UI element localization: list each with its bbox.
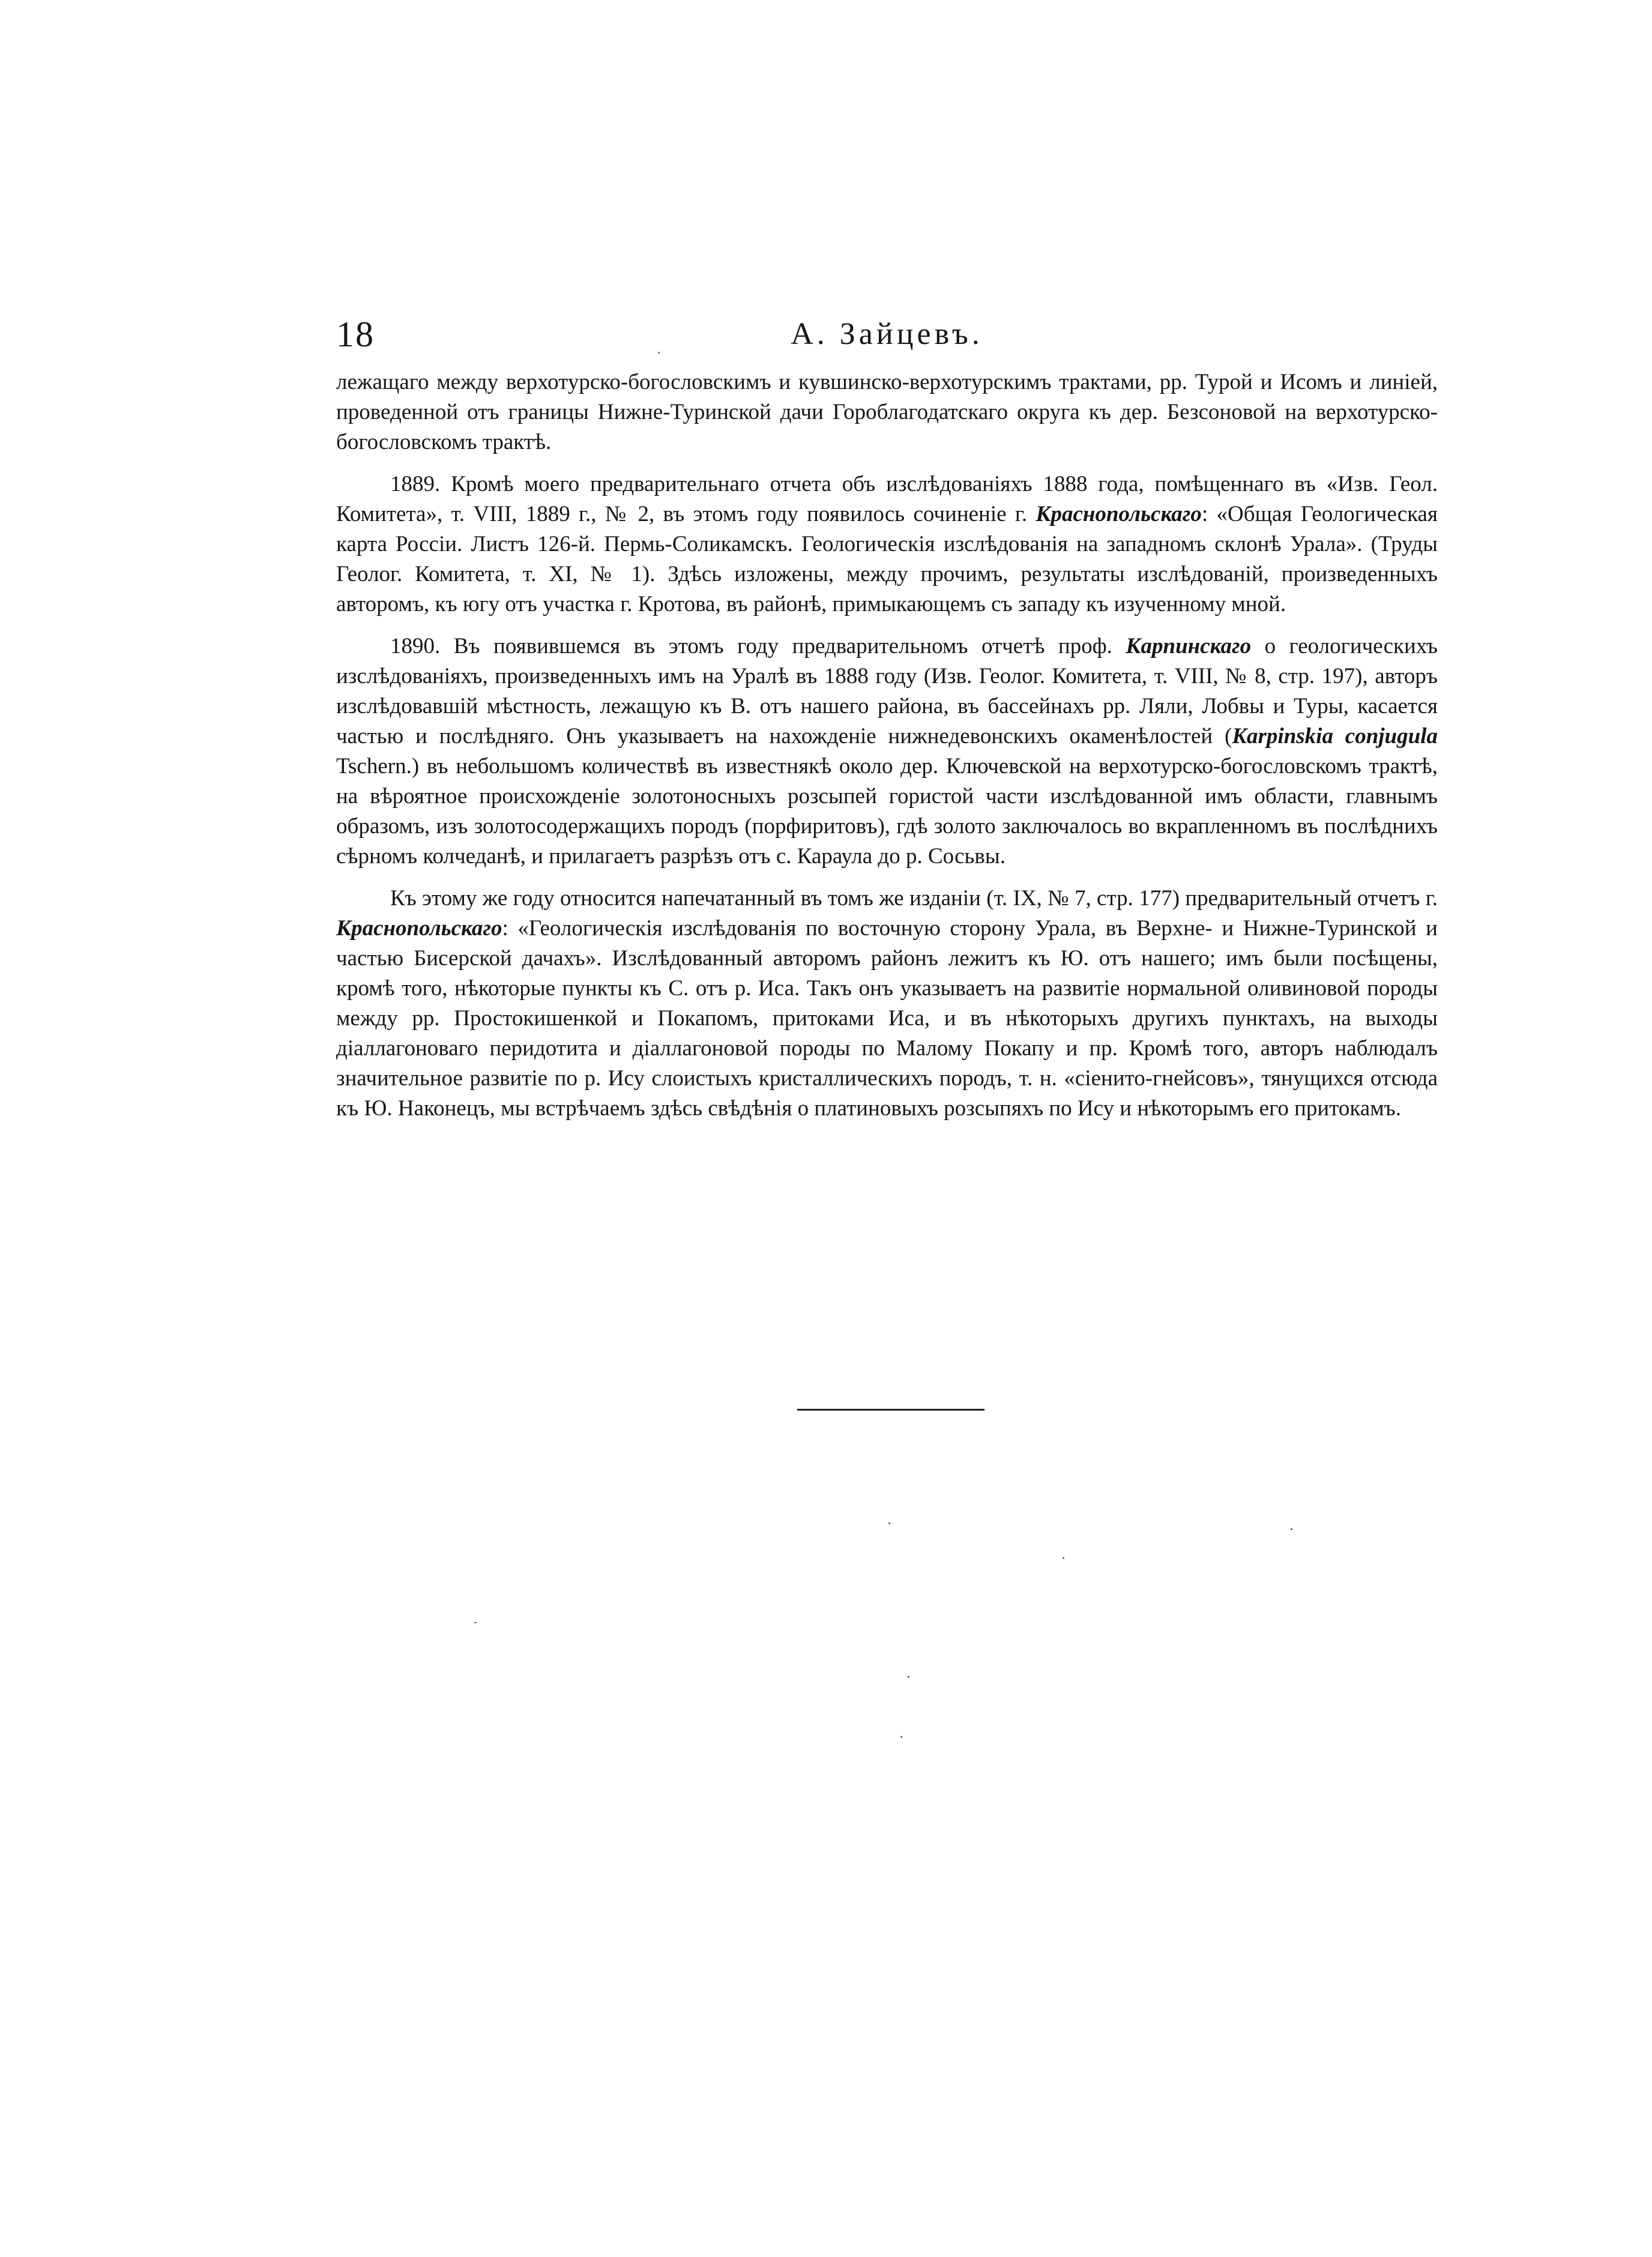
cited-author: Карпинскаго xyxy=(1126,634,1252,658)
scan-speck xyxy=(1291,1528,1292,1530)
scan-speck xyxy=(908,1676,909,1678)
paragraph-text: 1890. Въ появившемся въ этомъ году предварительномъ отчетѣ проф. xyxy=(390,634,1126,658)
cited-author: Краснопольскаго xyxy=(336,916,502,941)
paragraph-text: лежащаго между верхотурско-богословскимъ и кувшинско-верхотурскимъ трактами, рр. Турой и Исомъ и линiей, проведенной отъ границы Нижне-Туринской дачи Гороблагодатскаго округа къ дер. Безсоновой на верхотурско-богословскомъ трактѣ. xyxy=(336,370,1438,454)
paragraph-1890 xyxy=(336,631,1438,872)
running-header xyxy=(336,307,1438,361)
paragraph-text: о геологическихъ изслѣдованiяхъ, произведенныхъ имъ на Уралѣ въ 1888 году (Изв. Геолог. Комитета, т. VIII, № 8, стр. 197), авторъ изслѣдовавшiй мѣстность, лежащую къ В. отъ нашего района, въ бассейнахъ рр. Ляли, Лобвы и Туры, касается частью и послѣдняго. Онъ указываетъ на нахожденiе нижнедевонскихъ окаменѣлостей ( xyxy=(336,634,1438,749)
paragraph-text: 1889. Кромѣ моего предварительнаго отчета объ изслѣдованiяхъ 1888 года, помѣщеннаго въ «Изв. Геол. Комитета», т. VIII, 1889 г., № 2, въ этомъ году появилось сочиненiе г. xyxy=(336,472,1438,526)
scan-speck xyxy=(1063,1557,1064,1559)
paragraph-1889 xyxy=(336,469,1438,619)
paragraph-text: : «Геологическiя изслѣдованiя по восточную сторону Урала, въ Верхне- и Нижне-Туринской и частью Бисерской дачахъ». Изслѣдованный авторомъ районъ лежитъ къ Ю. отъ нашего; имъ были посѣщены, кромѣ того, нѣкоторые пункты къ С. отъ р. Иса. Такъ онъ указываетъ на развитiе нормальной оливиновой породы между рр. Простокишенкой и Покапомъ, притоками Иса, и въ нѣкоторыхъ другихъ пунктахъ, на выходы дiаллагоноваго перидотита и дiаллагоновой породы по Малому Покапу и пр. Кромѣ того, авторъ наблюдалъ значительное развитiе по р. Ису слоистыхъ кристаллическихъ породъ, т. н. «сiенито-гнейсовъ», тянущихся отсюда къ Ю. Наконецъ, мы встрѣчаемъ здѣсь свѣдѣнiя о платиновыхъ розсыпяхъ по Ису и нѣкоторымъ его притокамъ. xyxy=(336,916,1438,1121)
paragraph-same-year xyxy=(336,884,1438,1124)
cited-author: Краснопольскаго xyxy=(1036,502,1202,526)
paragraph-text: Tschern.) въ небольшомъ количествѣ въ известнякѣ около дер. Ключевской на верхотурско-богословскомъ трактѣ, на вѣроятное происхожденiе золотоносныхъ розсыпей гористой части изслѣдованной имъ области, главнымъ образомъ, изъ золотосодержащихъ породъ (порфиритовъ), гдѣ золото заключалось во вкрапленномъ въ послѣднихъ сѣрномъ колчеданѣ, и прилагаетъ разрѣзъ отъ с. Караула до р. Сосьвы. xyxy=(336,754,1438,869)
scan-speck xyxy=(658,352,660,354)
scan-speck xyxy=(474,1622,477,1623)
scan-speck xyxy=(900,1736,902,1738)
paragraph-continuation xyxy=(336,367,1438,457)
species-name: Karpinskia conjugula xyxy=(1232,724,1438,749)
scan-speck xyxy=(888,1522,890,1524)
page-number: 18 xyxy=(336,315,375,354)
paragraph-text: : «Общая Геологическая карта Россiи. Листъ 126-й. Пермь-Соликамскъ. Геологическiя изслѣдованiя на западномъ склонѣ Урала». (Труды Геолог. Комитета, т. XI, № 1). Здѣсь изложены, между прочимъ, результаты изслѣдованiй, произведенныхъ авторомъ, къ югу отъ участка г. Кротова, въ районѣ, примыкающемъ съ западу къ изученному мной. xyxy=(336,502,1438,616)
body-text xyxy=(336,367,1438,1124)
paragraph-text: Къ этому же году относится напечатанный въ томъ же изданiи (т. IX, № 7, стр. 177) предварительный отчетъ г. xyxy=(390,886,1438,911)
section-end-rule xyxy=(797,1409,984,1411)
author-heading: А. Зайцевъ. xyxy=(791,317,983,351)
